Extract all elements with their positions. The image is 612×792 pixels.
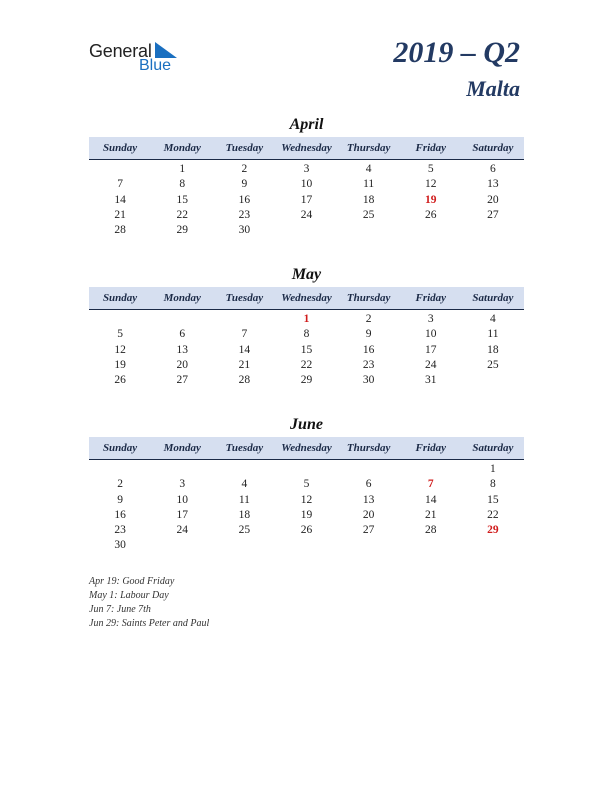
holiday-list bbox=[89, 575, 209, 631]
holiday-item: Apr 19: Good Friday bbox=[89, 576, 175, 587]
week-row bbox=[89, 223, 524, 238]
day-cell: 13 bbox=[362, 493, 375, 506]
month-block-1 bbox=[89, 265, 524, 388]
day-cell: 28 bbox=[238, 374, 251, 387]
weekday-label: Tuesday bbox=[225, 292, 264, 304]
weekday-header-row bbox=[89, 287, 524, 310]
weeks-grid bbox=[89, 310, 524, 388]
empty-day-cell bbox=[275, 462, 337, 477]
day-cell: 28 bbox=[425, 524, 437, 537]
weekday-label: Friday bbox=[415, 142, 447, 154]
day-cell: 18 bbox=[362, 193, 375, 206]
logo-triangle-icon bbox=[155, 42, 177, 58]
week-row bbox=[89, 462, 524, 477]
day-cell: 27 bbox=[487, 208, 499, 221]
day-cell: 20 bbox=[362, 508, 375, 521]
weekday-header-row bbox=[89, 437, 524, 460]
empty-day-cell bbox=[213, 538, 275, 553]
week-row bbox=[89, 508, 524, 523]
weekday-label: Tuesday bbox=[225, 142, 264, 154]
day-cell: 27 bbox=[362, 524, 375, 537]
weeks-grid bbox=[89, 160, 524, 238]
empty-day-cell bbox=[462, 373, 524, 388]
day-cell: 15 bbox=[300, 343, 313, 356]
weekday-label: Friday bbox=[415, 292, 447, 304]
day-cell: 16 bbox=[362, 343, 375, 356]
empty-day-cell bbox=[89, 312, 151, 327]
week-row bbox=[89, 343, 524, 358]
holiday-item: Jun 29: Saints Peter and Paul bbox=[89, 618, 210, 629]
day-cell: 13 bbox=[487, 178, 499, 191]
holiday-item: Jun 7: June 7th bbox=[89, 604, 151, 615]
day-cell: 2 bbox=[365, 313, 372, 325]
week-row bbox=[89, 208, 524, 223]
day-cell: 14 bbox=[425, 493, 437, 506]
month-title: June bbox=[290, 416, 323, 433]
empty-day-cell bbox=[338, 538, 400, 553]
empty-day-cell bbox=[462, 223, 524, 238]
weekday-label: Thursday bbox=[346, 442, 391, 454]
month-block-2 bbox=[89, 415, 524, 554]
weekday-label: Monday bbox=[163, 442, 201, 454]
day-cell: 31 bbox=[425, 374, 437, 387]
day-cell: 9 bbox=[365, 328, 372, 341]
day-cell: 29 bbox=[300, 374, 313, 387]
day-cell: 20 bbox=[176, 358, 188, 371]
day-cell: 6 bbox=[490, 163, 496, 175]
week-row bbox=[89, 538, 524, 553]
day-cell: 7 bbox=[117, 178, 123, 191]
day-cell: 23 bbox=[114, 524, 126, 537]
day-cell: 8 bbox=[303, 328, 310, 341]
day-cell: 18 bbox=[487, 343, 499, 356]
day-cell: 16 bbox=[114, 508, 126, 521]
week-row bbox=[89, 493, 524, 508]
day-cell: 2 bbox=[241, 163, 248, 175]
day-cell: 11 bbox=[363, 178, 375, 191]
empty-day-cell bbox=[213, 312, 275, 327]
week-row bbox=[89, 327, 524, 342]
day-cell: 21 bbox=[425, 508, 437, 521]
day-cell: 4 bbox=[365, 163, 372, 175]
empty-day-cell bbox=[89, 162, 151, 177]
weekday-label: Monday bbox=[163, 142, 201, 154]
day-cell: 23 bbox=[238, 208, 251, 221]
empty-day-cell bbox=[275, 223, 337, 238]
day-cell: 9 bbox=[117, 493, 123, 506]
day-cell: 18 bbox=[238, 508, 251, 521]
day-cell: 23 bbox=[362, 358, 375, 371]
weekday-label: Wednesday bbox=[281, 442, 332, 454]
logo-text-general: General bbox=[89, 41, 152, 61]
week-row bbox=[89, 177, 524, 192]
page-title: 2019 – Q2 bbox=[393, 36, 520, 69]
weekday-label: Sunday bbox=[102, 292, 138, 304]
weekday-label: Sunday bbox=[102, 442, 138, 454]
week-row bbox=[89, 523, 524, 538]
day-cell: 10 bbox=[176, 493, 188, 506]
month-title: May bbox=[291, 266, 322, 283]
day-cell: 12 bbox=[300, 493, 313, 506]
day-cell: 7 bbox=[427, 478, 434, 491]
day-cell: 5 bbox=[117, 328, 123, 341]
day-cell: 30 bbox=[114, 539, 126, 552]
day-cell: 12 bbox=[114, 343, 126, 356]
country-title: Malta bbox=[466, 76, 520, 101]
weekday-label: Tuesday bbox=[225, 442, 264, 454]
day-cell: 22 bbox=[487, 508, 499, 521]
empty-day-cell bbox=[213, 462, 275, 477]
day-cell: 24 bbox=[176, 524, 188, 537]
day-cell: 21 bbox=[114, 208, 126, 221]
empty-day-cell bbox=[338, 223, 400, 238]
day-cell: 16 bbox=[238, 193, 251, 206]
week-row bbox=[89, 162, 524, 177]
day-cell: 15 bbox=[176, 193, 188, 206]
day-cell: 13 bbox=[176, 343, 188, 356]
day-cell: 25 bbox=[238, 524, 251, 537]
day-cell: 30 bbox=[362, 374, 375, 387]
day-cell: 5 bbox=[303, 478, 310, 491]
day-cell: 26 bbox=[300, 524, 313, 537]
empty-day-cell bbox=[462, 538, 524, 553]
day-cell: 14 bbox=[114, 193, 126, 206]
day-cell: 24 bbox=[425, 358, 437, 371]
week-row bbox=[89, 477, 524, 492]
day-cell: 20 bbox=[487, 193, 499, 206]
empty-day-cell bbox=[400, 538, 462, 553]
day-cell: 22 bbox=[300, 358, 313, 371]
day-cell: 27 bbox=[176, 374, 188, 387]
day-cell: 10 bbox=[425, 328, 437, 341]
day-cell: 14 bbox=[238, 343, 251, 356]
day-cell: 15 bbox=[487, 493, 499, 506]
day-cell: 21 bbox=[238, 358, 251, 371]
weekday-label: Sunday bbox=[102, 142, 138, 154]
day-cell: 4 bbox=[490, 313, 496, 325]
day-cell: 11 bbox=[238, 493, 250, 506]
day-cell: 5 bbox=[427, 163, 434, 175]
week-row bbox=[89, 193, 524, 208]
weekday-label: Saturday bbox=[472, 142, 514, 154]
day-cell: 17 bbox=[425, 343, 437, 356]
day-cell: 25 bbox=[362, 208, 375, 221]
empty-day-cell bbox=[275, 538, 337, 553]
empty-day-cell bbox=[400, 223, 462, 238]
empty-day-cell bbox=[400, 462, 462, 477]
day-cell: 29 bbox=[487, 524, 499, 537]
day-cell: 30 bbox=[238, 224, 251, 237]
empty-day-cell bbox=[338, 462, 400, 477]
weekday-label: Thursday bbox=[346, 142, 391, 154]
weekday-label: Saturday bbox=[472, 442, 514, 454]
logo-text-blue: Blue bbox=[139, 57, 172, 74]
day-cell: 3 bbox=[303, 163, 310, 175]
day-cell: 19 bbox=[300, 508, 313, 521]
week-row bbox=[89, 373, 524, 388]
month-title: April bbox=[289, 116, 324, 133]
day-cell: 24 bbox=[300, 208, 313, 221]
day-cell: 1 bbox=[179, 163, 186, 175]
day-cell: 1 bbox=[303, 313, 310, 325]
day-cell: 1 bbox=[490, 463, 496, 475]
day-cell: 26 bbox=[425, 208, 437, 221]
weekday-label: Wednesday bbox=[281, 292, 332, 304]
day-cell: 17 bbox=[176, 508, 188, 521]
holiday-item: May 1: Labour Day bbox=[89, 590, 169, 601]
day-cell: 22 bbox=[176, 208, 188, 221]
day-cell: 10 bbox=[300, 178, 313, 191]
empty-day-cell bbox=[89, 462, 151, 477]
weeks-grid bbox=[89, 460, 524, 554]
day-cell: 8 bbox=[490, 478, 496, 491]
day-cell: 26 bbox=[114, 374, 126, 387]
day-cell: 6 bbox=[179, 328, 186, 341]
day-cell: 8 bbox=[179, 178, 186, 191]
day-cell: 19 bbox=[114, 358, 126, 371]
day-cell: 25 bbox=[487, 358, 499, 371]
empty-day-cell bbox=[151, 462, 213, 477]
day-cell: 6 bbox=[365, 478, 372, 491]
day-cell: 12 bbox=[425, 178, 437, 191]
empty-day-cell bbox=[151, 538, 213, 553]
day-cell: 3 bbox=[179, 478, 186, 491]
day-cell: 29 bbox=[176, 224, 188, 237]
weekday-label: Wednesday bbox=[281, 142, 332, 154]
empty-day-cell bbox=[151, 312, 213, 327]
generalblue-logo bbox=[89, 40, 189, 76]
day-cell: 17 bbox=[300, 193, 313, 206]
day-cell: 3 bbox=[427, 313, 434, 325]
weekday-label: Saturday bbox=[472, 292, 514, 304]
weekday-label: Monday bbox=[163, 292, 201, 304]
weekday-label: Thursday bbox=[346, 292, 391, 304]
weekday-label: Friday bbox=[415, 442, 447, 454]
month-block-0 bbox=[89, 115, 524, 238]
day-cell: 2 bbox=[117, 478, 123, 491]
day-cell: 4 bbox=[241, 478, 248, 491]
day-cell: 28 bbox=[114, 224, 126, 237]
week-row bbox=[89, 312, 524, 327]
day-cell: 9 bbox=[241, 178, 248, 191]
day-cell: 7 bbox=[241, 328, 248, 341]
week-row bbox=[89, 358, 524, 373]
day-cell: 11 bbox=[487, 328, 499, 341]
day-cell: 19 bbox=[425, 193, 437, 206]
weekday-header-row bbox=[89, 137, 524, 160]
